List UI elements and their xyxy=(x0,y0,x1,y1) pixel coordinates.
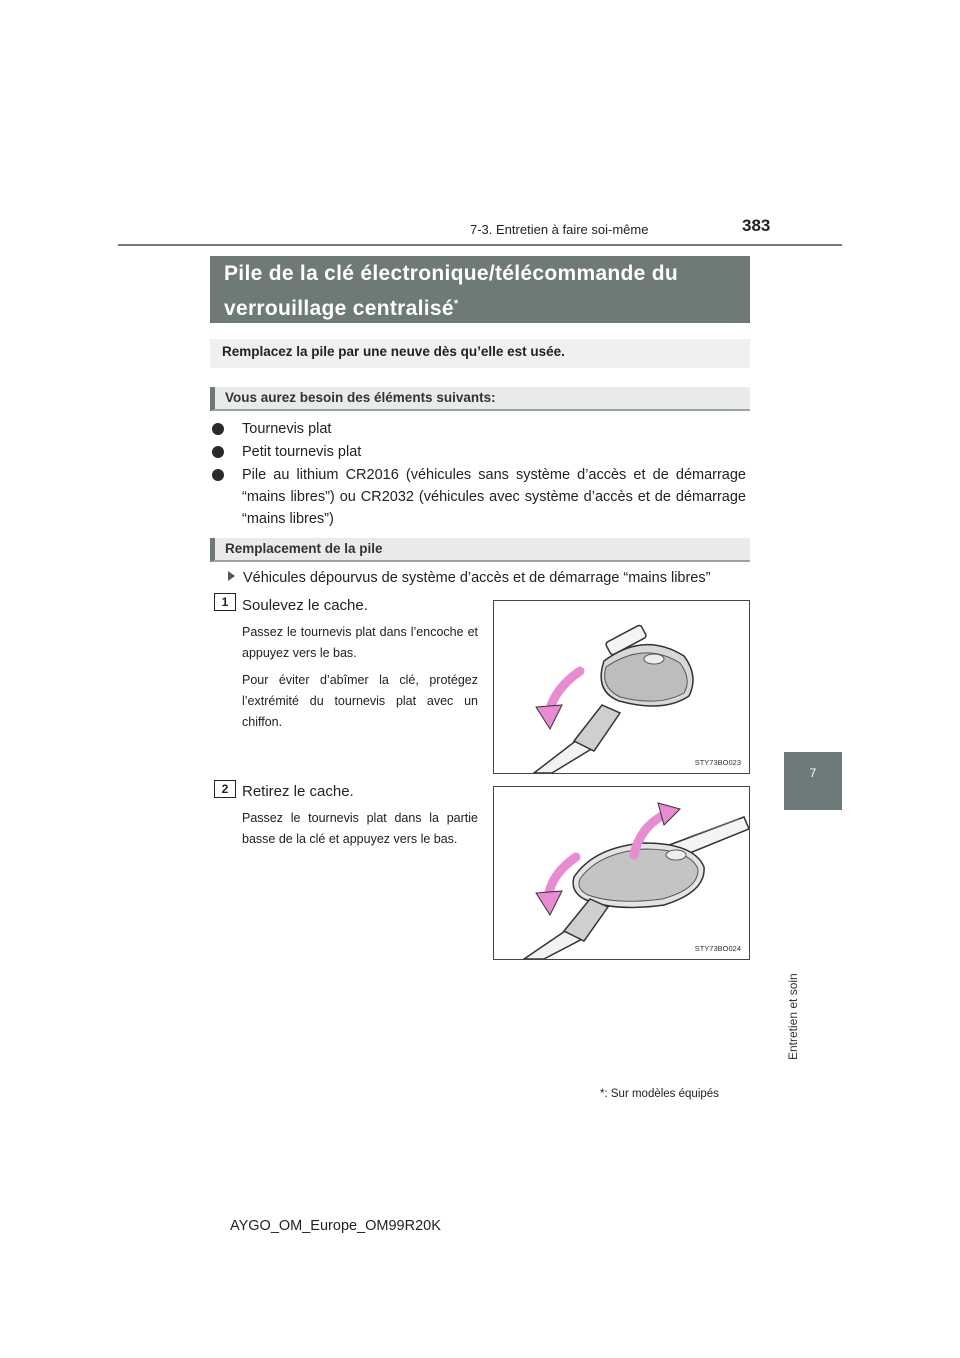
replacement-heading: Remplacement de la pile xyxy=(210,538,750,562)
document-id: AYGO_OM_Europe_OM99R20K xyxy=(230,1218,441,1234)
chapter-tab xyxy=(784,752,842,810)
list-item: Tournevis plat xyxy=(212,418,746,440)
step-2-title: Retirez le cache. xyxy=(242,783,354,800)
key-remove-cover-illustration xyxy=(494,787,749,959)
list-item: Petit tournevis plat xyxy=(212,441,746,463)
chapter-tab-label: Entretien et soin xyxy=(786,973,800,1060)
title-asterisk: * xyxy=(453,298,459,310)
bullet-icon xyxy=(212,446,224,458)
step-2-paragraph: Passez le tournevis plat dans la partie basse de la clé et appuyez vers le bas. xyxy=(242,811,478,846)
chapter-tab-number: 7 xyxy=(809,766,817,780)
header-rule xyxy=(118,244,842,246)
figure-code: STY73BO023 xyxy=(694,758,741,767)
needed-items-heading: Vous aurez besoin des éléments suivants: xyxy=(210,387,750,411)
page-number: 383 xyxy=(742,216,771,235)
vehicle-case-label: Véhicules dépourvus de système d’accès et de démarrage “mains libres” xyxy=(212,570,710,586)
step-1-paragraph: Pour éviter d’abîmer la clé, protégez l’extrémité du tournevis plat avec un chiffon. xyxy=(242,673,478,729)
step-1-title: Soulevez le cache. xyxy=(242,597,368,614)
header-section-title: 7-3. Entretien à faire soi-même xyxy=(470,222,649,237)
page-title xyxy=(210,256,750,323)
footnote-asterisk: * xyxy=(600,1088,605,1100)
page-title-text: Pile de la clé électronique/télécommande du verrouillage centralisé xyxy=(224,262,679,320)
step-1-paragraph: Passez le tournevis plat dans l’encoche et appuyez vers le bas. xyxy=(242,625,478,660)
bullet-icon xyxy=(212,423,224,435)
needed-items-list xyxy=(212,418,746,531)
intro-note: Remplacez la pile par une neuve dès qu’elle est usée. xyxy=(210,339,750,368)
step-1-body xyxy=(242,622,478,739)
footnote xyxy=(600,1088,719,1100)
step-2-body xyxy=(242,808,478,856)
bullet-icon xyxy=(212,469,224,481)
figure-code: STY73BO024 xyxy=(694,944,741,953)
list-item: Pile au lithium CR2016 (véhicules sans système d’accès et de démarrage “mains libres”) ou CR2032 (véhicules avec système d’accès et de démarrage “mains libres”) xyxy=(212,464,746,530)
step-1-number: 1 xyxy=(214,593,236,611)
footnote-text: : Sur modèles équipés xyxy=(604,1088,719,1100)
triangle-bullet-icon xyxy=(228,571,235,581)
key-lift-cover-illustration xyxy=(494,601,749,773)
step-2-figure xyxy=(493,786,750,960)
step-1-figure xyxy=(493,600,750,774)
step-2-number: 2 xyxy=(214,780,236,798)
